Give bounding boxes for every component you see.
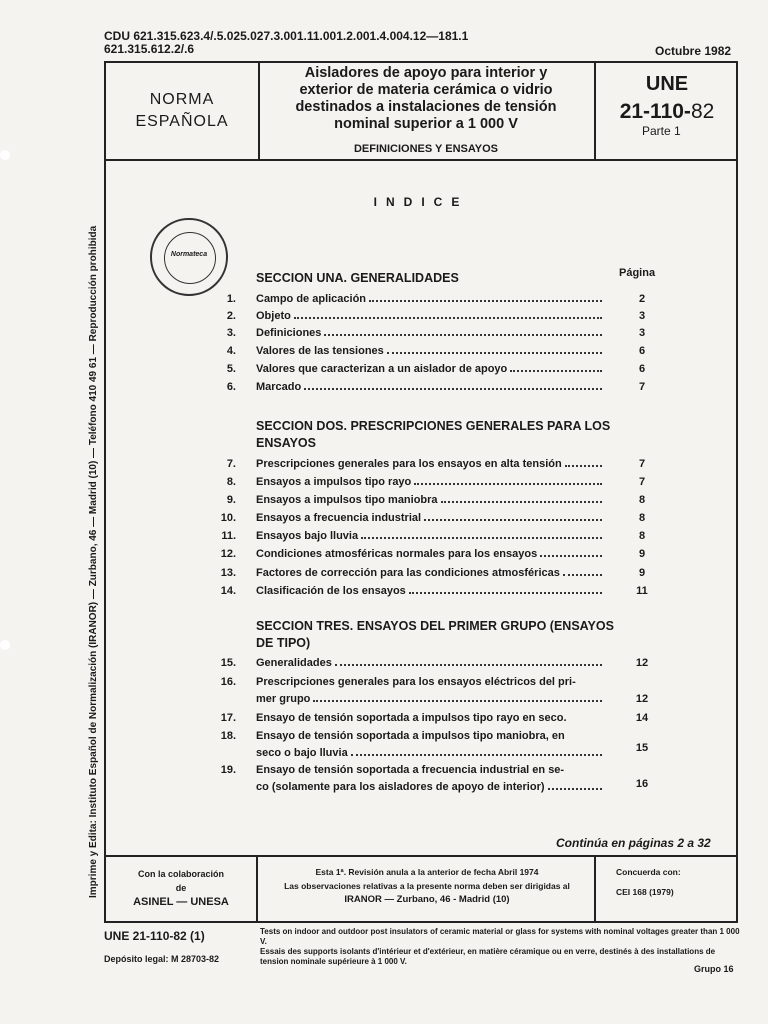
norma-espanola-box xyxy=(106,63,260,159)
collaborators: ASINEL — UNESA xyxy=(133,896,229,908)
entry-number: 12. xyxy=(220,548,236,560)
title-line: nominal superior a 1 000 V xyxy=(334,116,518,132)
entry-number: 6. xyxy=(226,381,236,393)
entry-number: 5. xyxy=(226,363,236,375)
entry-page: 7 xyxy=(638,476,646,488)
section-heading: SECCION UNA. GENERALIDADES xyxy=(256,271,459,285)
page-column-header: Página xyxy=(619,267,656,279)
entry-page: 8 xyxy=(638,494,646,506)
une-code-number: 21-110- xyxy=(619,100,691,123)
entry-number: 14. xyxy=(220,585,236,597)
entry-text: Condiciones atmosféricas normales para los ensayos xyxy=(256,548,602,561)
index-entry[interactable] xyxy=(202,676,649,708)
entry-number: 1. xyxy=(226,293,236,305)
une-label: UNE xyxy=(645,73,689,95)
cdu-line-2: 621.315.612.2/.6 xyxy=(104,42,195,56)
publication-date: Octubre 1982 xyxy=(655,44,732,58)
entry-text: Definiciones xyxy=(256,327,602,340)
entry-page: 7 xyxy=(638,458,646,470)
entry-page: 12 xyxy=(635,693,649,705)
side-publisher-text: Imprime y Edita: Instituto Español de Normalización (IRANOR) — Zurbano, 46 — Madrid (10) — Teléfono 410 49 61 — Reproducción prohibida xyxy=(88,225,99,898)
entry-page: 14 xyxy=(635,712,649,724)
title-line: exterior de materia cerámica o vidrio xyxy=(299,82,553,98)
une-reference: UNE 21-110-82 (1) xyxy=(104,929,205,943)
stamp-label: Normateca xyxy=(170,251,208,258)
entry-page: 9 xyxy=(638,567,646,579)
entry-text: Clasificación de los ensayos xyxy=(256,585,602,598)
entry-number: 8. xyxy=(226,476,236,488)
stamp-inner-ring xyxy=(164,232,216,284)
entry-number: 10. xyxy=(220,512,236,524)
footer-block xyxy=(106,855,736,923)
entry-text: Ensayos a frecuencia industrial xyxy=(256,512,602,525)
entry-text: Factores de corrección para las condiciones atmosféricas xyxy=(256,567,602,580)
edition-box xyxy=(260,857,594,923)
entry-text: Marcado xyxy=(256,381,602,394)
entry-page: 3 xyxy=(638,310,646,322)
concordance-value: CEI 168 (1979) xyxy=(616,887,674,897)
entry-text: Ensayos a impulsos tipo rayo xyxy=(256,476,602,489)
entry-page: 6 xyxy=(638,363,646,375)
norma-label: NORMA xyxy=(149,91,215,108)
entry-page: 8 xyxy=(638,512,646,524)
title-block xyxy=(106,63,736,161)
punch-hole xyxy=(0,640,10,650)
index-entry[interactable] xyxy=(202,764,649,796)
entry-text: Prescripciones generales para los ensayos eléctricos del pri- mer grupo xyxy=(256,676,602,706)
entry-text: Valores que caracterizan a un aislador de apoyo xyxy=(256,363,602,376)
entry-text: Valores de las tensiones xyxy=(256,345,602,358)
section-heading: SECCION TRES. ENSAYOS DEL PRIMER GRUPO (ENSAYOS DE TIPO) xyxy=(256,619,614,650)
espanola-label: ESPAÑOLA xyxy=(135,113,229,130)
entry-text: Campo de aplicación xyxy=(256,293,602,306)
document-frame xyxy=(104,61,738,923)
entry-text: Objeto xyxy=(256,310,602,323)
title-line: destinados a instalaciones de tensión xyxy=(295,99,557,115)
entry-page: 16 xyxy=(635,778,649,790)
entry-text: Ensayos bajo lluvia xyxy=(256,530,602,543)
entry-number: 19. xyxy=(220,764,236,776)
french-title: Essais des supports isolants d'intérieur et d'extérieur, en matière céramique ou en verre, destinés à des installations de tension nominale supérieure à 1 000 V. xyxy=(260,947,716,966)
translated-titles xyxy=(260,927,740,967)
entry-page: 9 xyxy=(638,548,646,560)
entry-page: 15 xyxy=(635,742,649,754)
index-entry[interactable] xyxy=(202,730,649,762)
entry-text: Ensayos a impulsos tipo maniobra xyxy=(256,494,602,507)
punch-hole xyxy=(0,150,10,160)
title-line: Aisladores de apoyo para interior y xyxy=(304,65,548,81)
edition-note: Esta 1ª. Revisión anula a la anterior de fecha Abril 1974 xyxy=(315,867,539,877)
entry-page: 3 xyxy=(638,327,646,339)
entry-page: 11 xyxy=(636,585,648,597)
entry-text: Ensayo de tensión soportada a frecuencia industrial en se- co (solamente para los aisladores de apoyo de interior) xyxy=(256,764,602,794)
une-code-box xyxy=(594,63,738,159)
continued-note: Continúa en páginas 2 a 32 xyxy=(556,836,711,850)
entry-text: Ensayo de tensión soportada a impulsos tipo maniobra, en seco o bajo lluvia xyxy=(256,730,602,760)
section-heading: SECCION DOS. PRESCRIPCIONES GENERALES PARA LOS ENSAYOS xyxy=(256,419,611,450)
entry-page: 6 xyxy=(638,345,646,357)
entry-number: 11. xyxy=(221,530,236,542)
entry-text: Prescripciones generales para los ensayos en alta tensión xyxy=(256,458,602,471)
entry-number: 3. xyxy=(226,327,236,339)
observations-note: Las observaciones relativas a la presente norma deben ser dirigidas al xyxy=(284,881,570,891)
iranor-address: IRANOR — Zurbano, 46 - Madrid (10) xyxy=(344,894,510,905)
cdu-classification xyxy=(104,30,468,56)
legal-deposit: Depósito legal: M 28703-82 xyxy=(104,954,220,964)
index-title: INDICE xyxy=(373,195,469,209)
entry-text: Ensayo de tensión soportada a impulsos tipo rayo en seco. xyxy=(256,712,567,724)
entry-text: Generalidades xyxy=(256,657,602,670)
part-label: Parte 1 xyxy=(642,124,681,138)
document-subtitle: DEFINICIONES Y ENSAYOS xyxy=(353,143,499,155)
normateca-stamp xyxy=(150,218,228,296)
entry-number: 2. xyxy=(226,310,236,322)
entry-number: 18. xyxy=(220,730,236,742)
collaboration-box: Con la colaboración de ASINEL — UNESA xyxy=(106,857,258,923)
entry-page: 7 xyxy=(638,381,646,393)
entry-number: 16. xyxy=(220,676,236,688)
entry-number: 7. xyxy=(226,458,236,470)
entry-number: 13. xyxy=(220,567,236,579)
entry-page: 2 xyxy=(638,293,646,305)
entry-number: 4. xyxy=(226,345,236,357)
entry-page: 8 xyxy=(638,530,646,542)
entry-page: 12 xyxy=(635,657,649,669)
document-title xyxy=(260,65,592,133)
une-code xyxy=(596,100,738,124)
une-code-year: 82 xyxy=(690,100,715,123)
concordance-box: Concuerda con: CEI 168 (1979) xyxy=(594,857,736,923)
entry-number: 17. xyxy=(220,712,236,724)
entry-number: 15. xyxy=(220,657,236,669)
cdu-line-1: CDU 621.315.623.4/.5.025.027.3.001.11.001.2.001.4.004.12—181.1 xyxy=(104,29,469,43)
entry-number: 9. xyxy=(226,494,236,506)
group-label: Grupo 16 xyxy=(694,964,734,974)
english-title: Tests on indoor and outdoor post insulators of ceramic material or glass for systems with nominal voltages greater than 1 000 V. xyxy=(260,927,740,946)
